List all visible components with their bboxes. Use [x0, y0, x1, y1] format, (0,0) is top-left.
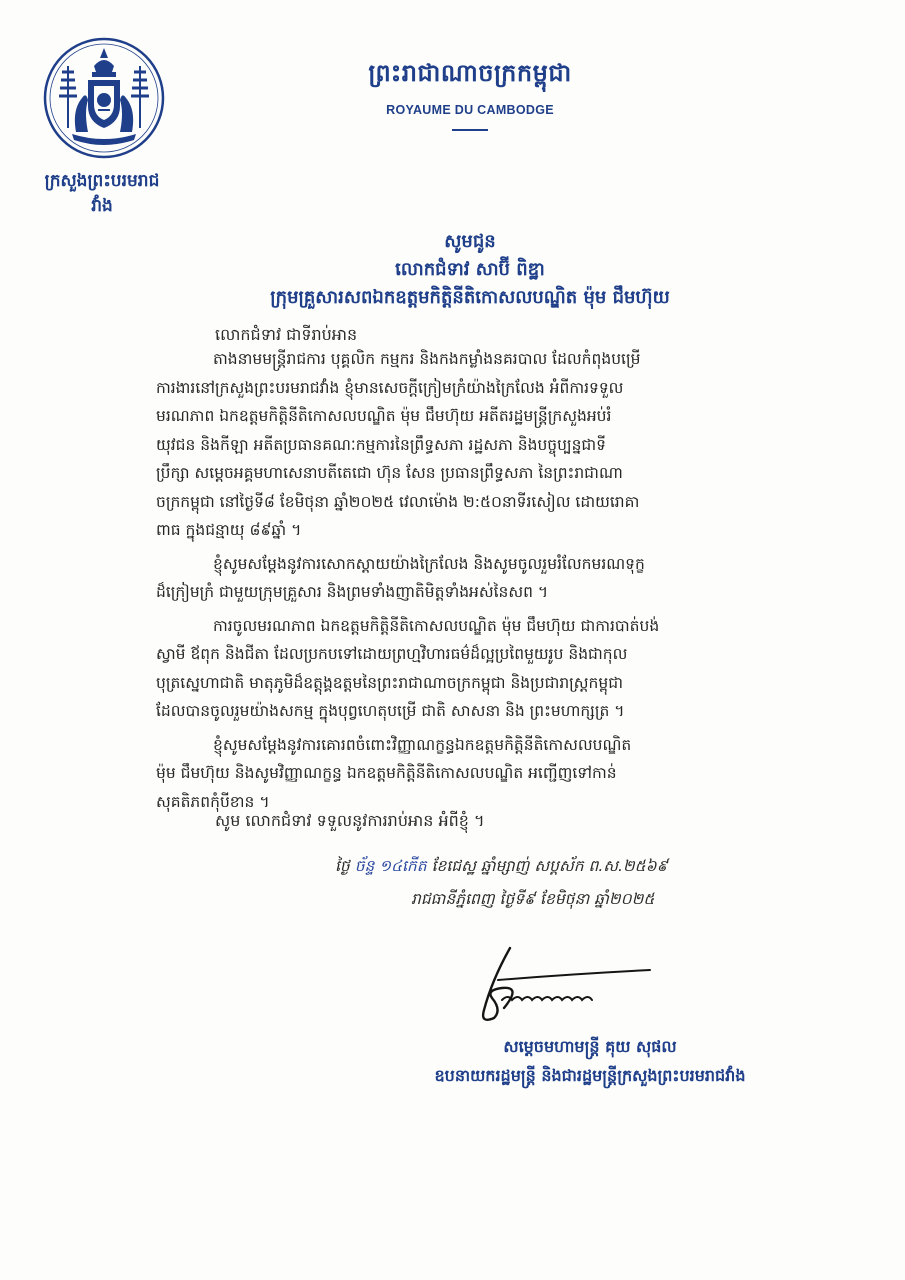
recipient-line-1: សូមជូន	[444, 231, 496, 252]
ministry-name: ក្រសួងព្រះបរមរាជវាំង	[44, 171, 160, 216]
paragraph-line: ពាធ ក្នុងជន្មាយុ ៨៩ឆ្នាំ ។	[156, 521, 302, 539]
kingdom-header	[280, 58, 660, 131]
salutation: លោកជំទាវ ជាទីរាប់អាន	[215, 325, 358, 344]
kingdom-name-khmer: ព្រះរាជាណាចក្រកម្ពុជា	[368, 59, 572, 87]
date-block	[335, 850, 855, 916]
paragraph-line: ស្វាមី ឪពុក និងជីតា ដែលប្រកបទៅដោយព្រហ្មវិហារធម៌ដ៏ល្អប្រពៃមួយរូប និងជាកុល	[156, 645, 628, 663]
lunar-date-line	[335, 850, 855, 883]
paragraph-line: តាងនាមមន្ត្រីរាជការ បុគ្គលិក កម្មករ និងកងកម្លាំងនគរបាល ដែលកំពុងបម្រើ	[213, 350, 641, 368]
ministry-emblem-block	[40, 36, 175, 220]
paragraph-line: ខ្ញុំសូមសម្តែងនូវការគោរពចំពោះវិញ្ញាណក្ខន្ធឯកឧត្តមកិត្តិនីតិកោសលបណ្ឌិត	[213, 735, 632, 754]
paragraph-line: បុត្រស្នេហាជាតិ មាតុភូមិដ៏ឧត្តុង្គឧត្តមនៃព្រះរាជាណាចក្រកម្ពុជា និងប្រជារាស្ត្រកម្ពុជា	[156, 673, 623, 692]
recipient-line-2: លោកជំទាវ សាប៊ី ពិឌ្ឋា	[395, 259, 545, 280]
paragraph-4	[156, 731, 796, 817]
recipient-line-3: ក្រុមគ្រួសារសពឯកឧត្តមកិត្តិនីតិកោសលបណ្ឌិត ម៉ុម ជឹមហ៊ុយ	[270, 287, 670, 308]
paragraph-line: ខ្ញុំសូមសម្តែងនូវការសោកស្តាយយ៉ាងក្រៃលែង និងសូមចូលរួមរំលែកមរណទុក្ខ	[213, 554, 645, 573]
paragraph-3	[156, 612, 796, 726]
paragraph-line: ដ៏ក្រៀមក្រំ ជាមួយក្រុមគ្រួសារ និងព្រមទាំងញាតិមិត្តទាំងអស់នៃសព ។	[156, 583, 549, 601]
paragraph-line: ការងារនៅក្រសួងព្រះបរមរាជវាំង ខ្ញុំមានសេចក្តីក្រៀមក្រំយ៉ាងក្រៃលែង អំពីការទទួល	[156, 378, 624, 397]
lunar-day: ច័ន្ទ ១៤កើត	[354, 857, 427, 875]
date-prefix: ថ្ងៃ	[335, 857, 350, 875]
paragraph-line: មរណភាព ឯកឧត្តមកិត្តិនីតិកោសលបណ្ឌិត ម៉ុម ជឹមហ៊ុយ អតីតរដ្ឋមន្ត្រីក្រសួងអប់រំ	[156, 407, 612, 425]
recipient-block	[120, 228, 820, 312]
signer-position: ឧបនាយករដ្ឋមន្ត្រី និងជារដ្ឋមន្ត្រីក្រសួងព្រះបរមរាជវាំង	[434, 1066, 746, 1085]
kingdom-name-french: ROYAUME DU CAMBODGE	[386, 103, 554, 117]
letter-body	[156, 342, 796, 821]
royal-coat-of-arms-icon	[42, 36, 166, 160]
signer-title: សម្តេចមហាមន្ត្រី គុយ សុផល	[503, 1037, 677, 1056]
handwritten-signature	[462, 940, 662, 1030]
paragraph-line: សុគតិភពកុំបីខាន ។	[156, 792, 270, 811]
lunar-month-year: ខែជេស្ឋ ឆ្នាំម្សាញ់ សប្តស័ក ព.ស.២៥៦៩	[431, 857, 668, 875]
paragraph-1	[156, 345, 796, 545]
paragraph-line: ប្រឹក្សា សម្តេចអគ្គមហាសេនាបតីតេជោ ហ៊ុន សែន ប្រធានព្រឹទ្ធសភា នៃព្រះរាជាណា	[156, 464, 623, 482]
paragraph-line: ការចូលមរណភាព ឯកឧត្តមកិត្តិនីតិកោសលបណ្ឌិត ម៉ុម ជឹមហ៊ុយ ជាការបាត់បង់	[213, 616, 660, 635]
paragraph-line: ម៉ុម ជឹមហ៊ុយ និងសូមវិញ្ញាណក្ខន្ធ ឯកឧត្តមកិត្តិនីតិកោសលបណ្ឌិត អញ្ជើញទៅកាន់	[156, 764, 617, 782]
paragraph-line: ដែលបានចូលរួមយ៉ាងសកម្ម ក្នុងបុព្វហេតុបម្រើ ជាតិ សាសនា និង ព្រះមហាក្សត្រ ។	[156, 702, 625, 720]
paragraph-line: ចក្រកម្ពុជា នៅថ្ងៃទី៨ ខែមិថុនា ឆ្នាំ២០២៥ វេលាម៉ោង ២:៥០នាទីរសៀល ដោយរោគា	[156, 492, 640, 511]
paragraph-line: យុវជន និងកីឡា អតីតប្រធានគណៈកម្មការនៃព្រឹទ្ធសភា រដ្ឋសភា និងបច្ចុប្បន្នជាទី	[156, 435, 607, 454]
paragraph-2	[156, 550, 796, 607]
solar-date-line: រាជធានីភ្នំពេញ ថ្ងៃទី៩ ខែមិថុនា ឆ្នាំ២០២៥	[411, 890, 655, 908]
closing-line: សូម លោកជំទាវ ទទួលនូវការរាប់អាន អំពីខ្ញុំ ។	[215, 811, 485, 830]
header-divider	[452, 129, 488, 131]
signer-block	[340, 1032, 840, 1090]
